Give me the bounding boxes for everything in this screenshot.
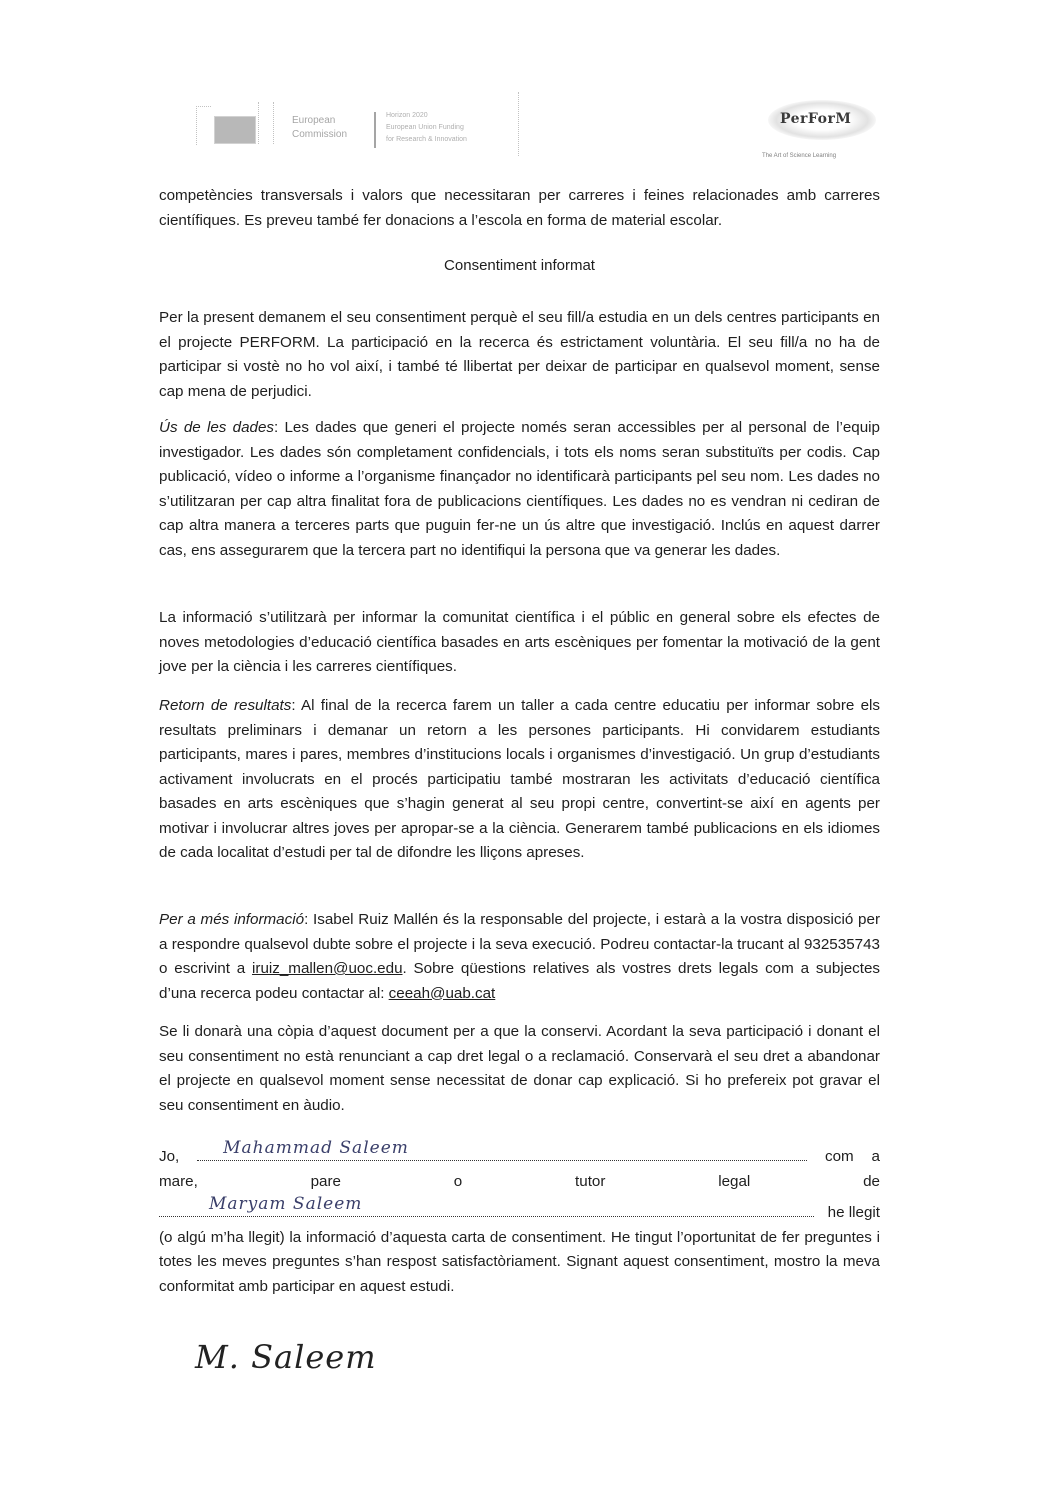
paragraph-text: : Les dades que generi el projecte només seran accessibles per al personal de l’equip investigador. Les dades són completament confidencials, i tots els noms seran substituïts per codis. Cap publicació, vídeo o informe a l’organisme finançador no identificarà participants pel seu nom. Les dades no s’utilitzaran per cap altra finalitat fora de publicacions científiques. Les dades no es vendran ni cediran de cap altra manera a terceres parts que puguin fer-ne un ús altre que investigació. Inclús en aquest darrer cas, ens assegurarem que la tercera part no identifiqui la persona que va generar les dades. bbox=[159, 419, 880, 559]
intro-text: competències transversals i valors que necessitaran per carreres i feines relacionades amb carreres científiques. Es preveu també fer donacions a l’escola en forma de material escolar. bbox=[159, 187, 880, 229]
legal-text: legal bbox=[718, 1172, 751, 1190]
email-link-iruiz[interactable]: iruiz_mallen@uoc.edu bbox=[252, 960, 403, 977]
ec-name: European Commission bbox=[292, 115, 348, 140]
header-divider bbox=[518, 92, 519, 156]
paragraph-text: La informació s’utilitzarà per informar la comunitat científica i el públic en general sobre els efectes de noves metodologies d’educació científica basades en arts escèniques per fomentar la motivació de la gent jove per la ciència i les carreres científiques. bbox=[159, 609, 880, 675]
paragraph-text: . Sobre qüestions relatives als vostres drets legals com a subjectes d’una recerca podeu contactar al: bbox=[159, 960, 880, 1002]
results-return-paragraph bbox=[159, 694, 880, 866]
section-title: Consentiment informat bbox=[444, 257, 595, 274]
signature-handwritten: M. Saleem bbox=[195, 1338, 377, 1376]
consent-request-paragraph bbox=[159, 306, 880, 404]
paragraph-label: Per a més informació bbox=[159, 911, 305, 928]
paragraph-label: Ús de les dades bbox=[159, 419, 275, 436]
com-text: com bbox=[824, 1148, 854, 1165]
consent-form bbox=[159, 1138, 880, 1299]
more-info-paragraph bbox=[159, 908, 880, 1006]
paragraph-text: : Isabel Ruiz Mallén és la responsable del projecte, i estarà a la vostra disposició per a respondre qualsevol dubte sobre el projecte i la seva execució. Podreu contactar-la trucant al 932535743 o escrivint a bbox=[159, 911, 880, 977]
eu-flag-icon bbox=[214, 116, 256, 144]
copy-paragraph bbox=[159, 1020, 880, 1118]
tutor-text: tutor bbox=[575, 1172, 606, 1190]
data-use-paragraph bbox=[159, 416, 880, 563]
pare-text: pare bbox=[310, 1172, 342, 1190]
child-name-line bbox=[159, 1194, 880, 1226]
building-icon bbox=[196, 106, 211, 145]
ec-program: Horizon 2020 European Union Funding for Research & Innovation bbox=[386, 112, 467, 143]
logo-divider bbox=[374, 112, 376, 148]
o-text: o bbox=[453, 1172, 463, 1190]
parent-name-line bbox=[159, 1138, 880, 1170]
page-header bbox=[0, 0, 1058, 175]
parent-name-field[interactable] bbox=[197, 1138, 807, 1161]
email-link-ceeah[interactable]: ceeah@uab.cat bbox=[388, 984, 496, 1002]
child-name-handwritten: Maryam Saleem bbox=[209, 1194, 363, 1214]
consent-statement: (o algú m’ha llegit) la informació d’aquesta carta de consentiment. He tingut l’oportunitat de fer preguntes i totes les meves preguntes s’han respost satisfactòriament. Signant aquest consentiment, mostro la meva conformitat amb participar en aquest estudi. bbox=[159, 1228, 880, 1295]
information-use-paragraph bbox=[159, 606, 880, 680]
perform-logo: PerForM The Art of Science Learning bbox=[758, 98, 883, 168]
paragraph-text: Per la present demanem el seu consentiment perquè el seu fill/a estudia en un dels centres participants en el projecte PERFORM. La participació en la recerca és estrictament voluntària. El seu fill/a no ha de participar si vostè no ho vol així, i també té llibertat per deixar de participar en qualsevol moment, sense cap mena de perjudici. bbox=[159, 309, 880, 400]
paragraph-text: Se li donarà una còpia d’aquest document per a que la conservi. Acordant la seva participació i donant el seu consentiment no està renunciant a cap dret legal o a reclamació. Conservarà el seu dret a abandonar el projecte en qualsevol moment sense necessitat de donar cap explicació. Si ho prefereix pot gravar el seu consentiment en àudio. bbox=[159, 1023, 880, 1114]
relationship-line bbox=[159, 1170, 880, 1195]
a-text: a bbox=[871, 1148, 880, 1165]
parent-name-handwritten: Mahammad Saleem bbox=[223, 1138, 409, 1158]
de-text: de bbox=[863, 1172, 880, 1190]
mare-text: mare, bbox=[159, 1172, 198, 1190]
he-llegit-text: he llegit bbox=[827, 1204, 880, 1221]
building-icon bbox=[258, 102, 274, 144]
paragraph-text: : Al final de la recerca farem un taller a cada centre educatiu per informar sobre els resultats preliminars i demanar un retorn a les persones participants. Hi convidarem estudiants participants, mares i pares, membres d’institucions locals i organismes d’investigació. Un grup d’estudiants activament involucrats en el procés participatiu també mostraran les activitats d’educació científica basades en arts escèniques que s’hagin generat al seu propi centre, convertint-se així en agents per motivar i involucrar altres joves per apropar-se a la ciència. Generarem també publicacions en els idiomes de cada localitat d’estudi per tal de difondre les lliçons apreses. bbox=[159, 697, 880, 861]
intro-paragraph bbox=[159, 184, 880, 233]
child-name-field[interactable] bbox=[159, 1194, 814, 1217]
jo-label: Jo, bbox=[159, 1148, 180, 1165]
european-commission-logo bbox=[196, 96, 526, 160]
paragraph-label: Retorn de resultats bbox=[159, 697, 292, 714]
